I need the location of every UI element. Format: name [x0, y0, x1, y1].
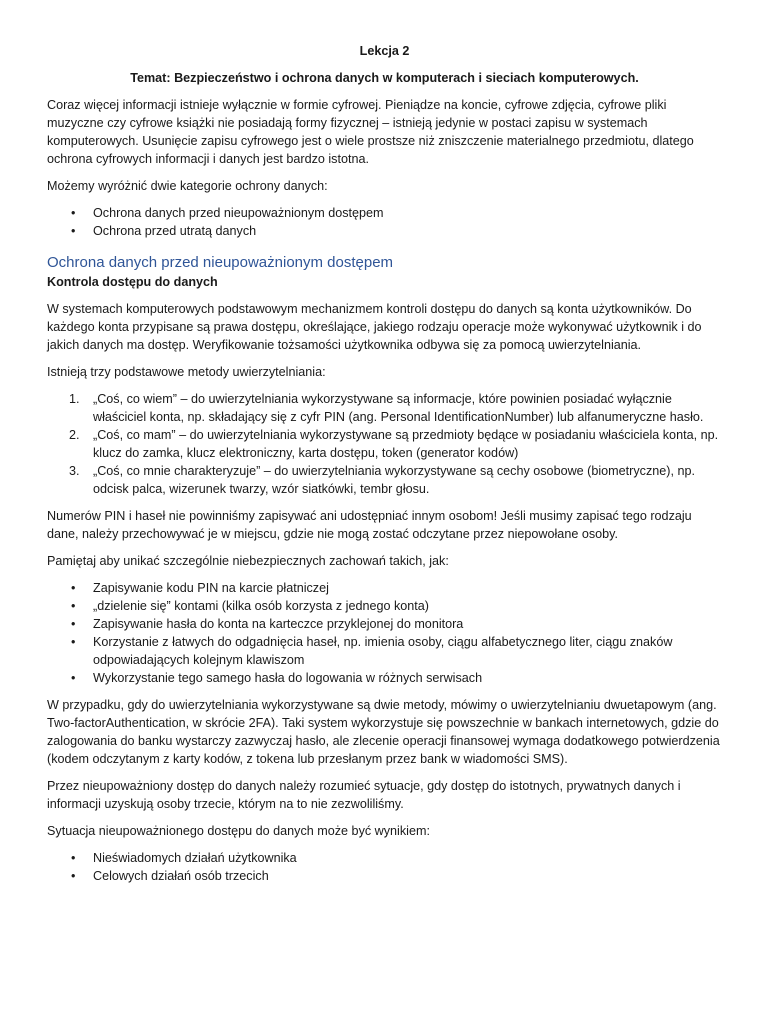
- section-heading: Ochrona danych przed nieupoważnionym dostępem: [47, 254, 394, 271]
- pin-paragraph: Numerów PIN i haseł nie powinniśmy zapisywać ani udostępniać innym osobom! Jeśli musimy zapisać tego rodzaju dane, należy przechowywać je w miejscu, gdzie nie mogą zostać odczytane przez niepowołane osoby.: [47, 509, 692, 541]
- avoid-intro: Pamiętaj aby unikać szczególnie niebezpiecznych zachowań takich, jak:: [47, 554, 449, 568]
- twofa-paragraph: W przypadku, gdy do uwierzytelniania wykorzystywane są dwie metody, mówimy o uwierzytelnianiu dwuetapowym (ang. Two-factorAuthentication, w skrócie 2FA). Taki system wykorzystuje się powszechnie w bankach internetowych, gdzie do zalogowania do banku wystarczy zazwyczaj hasło, ale zlecenie operacji finansowej wymaga dodatkowego potwierdzenia (kodem odczytanym z karty kodów, z tokena lub przesłanym przez bank w wiadomości SMS).: [47, 698, 720, 766]
- list-item: • Celowych działań osób trzecich: [71, 869, 269, 883]
- bullet-icon: •: [71, 635, 76, 649]
- bullet-icon: •: [71, 617, 76, 631]
- bullet-icon: •: [71, 851, 76, 865]
- causes-list: [47, 849, 722, 885]
- lesson-title: Lekcja 2: [359, 44, 410, 58]
- bullet-icon: •: [71, 224, 76, 238]
- methods-list: [47, 390, 722, 498]
- avoid-list: [47, 579, 722, 687]
- list-item: • Zapisywanie kodu PIN na karcie płatniczej: [71, 581, 329, 595]
- categories-intro: Możemy wyróżnić dwie kategorie ochrony danych:: [47, 179, 328, 193]
- list-item: • Zapisywanie hasła do konta na karteczce przyklejonej do monitora: [71, 617, 464, 631]
- unauthorized-paragraph: Przez nieupoważniony dostęp do danych należy rozumieć sytuacje, gdy dostęp do istotnych, prywatnych danych i informacji uzyskują osoby trzecie, którym na to nie zezwoliliśmy.: [47, 779, 681, 811]
- list-item: 2. „Coś, co mam” – do uwierzytelniania wykorzystywane są przedmioty będące w posiadaniu właściciela konta, np. klucz do zamka, klucz elektroniczny, karta dostępu, token (generator kodów): [69, 428, 719, 460]
- intro-paragraph: Coraz więcej informacji istnieje wyłącznie w formie cyfrowej. Pieniądze na koncie, cyfrowe zdjęcia, cyfrowe pliki muzyczne czy cyfrowe książki nie posiadają formy fizycznej – istnieją jedynie w postaci zapisu w systemach komputerowych. Usunięcie zapisu cyfrowego jest o wiele prostsze niż zniszczenie materialnego przedmiotu, dlatego ochrona cyfrowych informacji i danych jest bardzo istotna.: [47, 98, 694, 166]
- categories-list: [47, 204, 722, 240]
- list-item: • Ochrona danych przed nieupoważnionym dostępem: [71, 206, 384, 220]
- list-item: • Korzystanie z łatwych do odgadnięcia haseł, np. imienia osoby, ciągu alfabetycznego liter, ciągu znaków odpowiadających kolejnym klawiszom: [71, 635, 673, 667]
- list-item: • Ochrona przed utratą danych: [71, 224, 257, 238]
- subsection-heading: Kontrola dostępu do danych: [47, 275, 218, 289]
- topic-title: Temat: Bezpieczeństwo i ochrona danych w komputerach i sieciach komputerowych.: [130, 71, 639, 85]
- bullet-icon: •: [71, 869, 76, 883]
- bullet-icon: •: [71, 671, 76, 685]
- list-item: • Nieświadomych działań użytkownika: [71, 851, 297, 865]
- causes-intro: Sytuacja nieupoważnionego dostępu do danych może być wynikiem:: [47, 824, 430, 838]
- bullet-icon: •: [71, 581, 76, 595]
- list-item: 3. „Coś, co mnie charakteryzuje” – do uwierzytelniania wykorzystywane są cechy osobowe (biometryczne), np. odcisk palca, wizerunek twarzy, wzór siatkówki, tembr głosu.: [69, 464, 695, 496]
- list-item: • Wykorzystanie tego samego hasła do logowania w różnych serwisach: [71, 671, 483, 685]
- list-item: 1. „Coś, co wiem” – do uwierzytelniania wykorzystywane są informacje, które powinien posiadać wyłącznie właściciel konta, np. składający się z cyfr PIN (ang. Personal IdentificationNumber) lub alfanumeryczne hasło.: [69, 392, 704, 424]
- bullet-icon: •: [71, 206, 76, 220]
- methods-intro: Istnieją trzy podstawowe metody uwierzytelniania:: [47, 365, 326, 379]
- bullet-icon: •: [71, 599, 76, 613]
- list-item: • „dzielenie się” kontami (kilka osób korzysta z jednego konta): [71, 599, 429, 613]
- access-paragraph: W systemach komputerowych podstawowym mechanizmem kontroli dostępu do danych są konta użytkowników. Do każdego konta przypisane są prawa dostępu, określające, jakiego rodzaju operacje może wykonywać użytkownik i do jakich danych ma dostęp. Weryfikowanie tożsamości użytkownika odbywa się za pomocą uwierzytelniania.: [47, 302, 702, 352]
